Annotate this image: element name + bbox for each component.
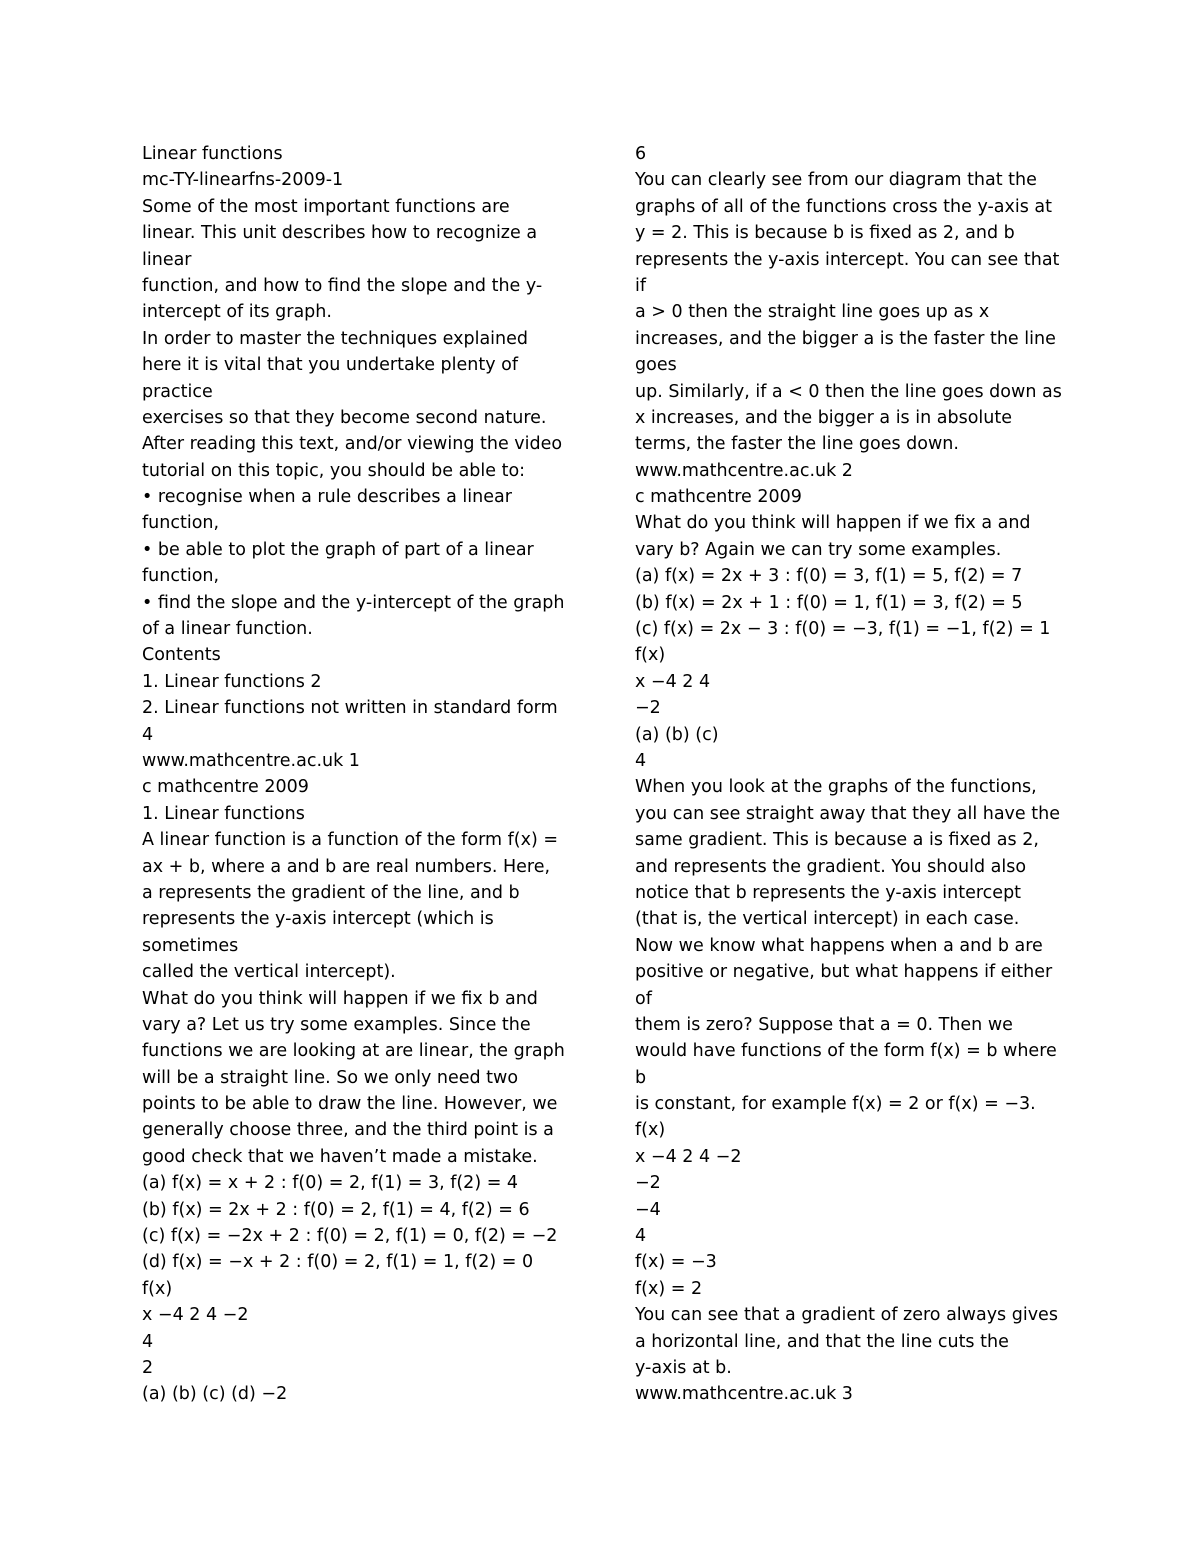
text-line: In order to master the techniques explained [142, 328, 529, 349]
text-line: linear [142, 249, 192, 270]
text-line: goes [635, 355, 677, 376]
text-line: vary a? Let us try some examples. Since the [142, 1014, 531, 1035]
text-line: What do you think will happen if we fix a and [635, 513, 1031, 534]
text-line: function, and how to find the slope and the y- [142, 275, 543, 296]
text-line: www.mathcentre.ac.uk 1 [142, 750, 360, 771]
text-line: will be a straight line. So we only need two [142, 1067, 519, 1088]
text-line: Now we know what happens when a and b are [635, 935, 1043, 956]
text-line: points to be able to draw the line. However, we [142, 1094, 558, 1115]
text-line: ax + b, where a and b are real numbers. Here, [142, 856, 551, 877]
text-line: 4 [142, 724, 154, 745]
text-line: function, [142, 513, 220, 534]
text-line: (b) f(x) = 2x + 1 : f(0) = 1, f(1) = 3, f(2) = 5 [635, 592, 1023, 613]
text-line: • recognise when a rule describes a linear [142, 487, 512, 508]
text-line: y = 2. This is because b is fixed as 2, and b [635, 223, 1015, 244]
text-line: vary b? Again we can try some examples. [635, 539, 1002, 560]
text-line: You can clearly see from our diagram that the [635, 170, 1037, 191]
text-line: (c) f(x) = 2x − 3 : f(0) = −3, f(1) = −1, f(2) = 1 [635, 619, 1051, 640]
text-line: increases, and the bigger a is the faster the line [635, 328, 1056, 349]
text-line: (c) f(x) = −2x + 2 : f(0) = 2, f(1) = 0, f(2) = −2 [142, 1226, 558, 1247]
text-line: 2. Linear functions not written in standard form [142, 698, 558, 719]
text-line: (b) f(x) = 2x + 2 : f(0) = 2, f(1) = 4, f(2) = 6 [142, 1199, 530, 1220]
text-line: When you look at the graphs of the functions, [635, 777, 1037, 798]
text-line: a horizontal line, and that the line cuts the [635, 1331, 1009, 1352]
text-line: tutorial on this topic, you should be able to: [142, 460, 526, 481]
text-line: f(x) [635, 1120, 666, 1141]
text-line: What do you think will happen if we fix b and [142, 988, 538, 1009]
text-line: positive or negative, but what happens if either [635, 962, 1053, 983]
text-line: represents the y-axis intercept. You can see that [635, 249, 1060, 270]
text-line: Linear functions [142, 144, 283, 164]
text-line: exercises so that they become second nature. [142, 407, 547, 428]
text-line: linear. This unit describes how to recognize a [142, 223, 538, 244]
text-line: (a) (b) (c) [635, 724, 719, 745]
text-line: functions we are looking at are linear, the graph [142, 1041, 565, 1062]
text-line: a > 0 then the straight line goes up as x [635, 302, 990, 323]
text-line: You can see that a gradient of zero always gives [635, 1305, 1058, 1326]
text-line: same gradient. This is because a is fixed as 2, [635, 830, 1039, 851]
text-line: called the vertical intercept). [142, 962, 396, 983]
text-line: (d) f(x) = −x + 2 : f(0) = 2, f(1) = 1, f(2) = 0 [142, 1252, 534, 1273]
text-line: and represents the gradient. You should also [635, 856, 1027, 877]
text-line: up. Similarly, if a < 0 then the line goes down as [635, 381, 1062, 402]
text-line: if [635, 275, 647, 296]
text-line: x −4 2 4 −2 [635, 1146, 742, 1167]
text-line: 6 [635, 144, 647, 164]
text-line: graphs of all of the functions cross the y-axis at [635, 196, 1053, 217]
text-line: • be able to plot the graph of part of a linear [142, 539, 534, 560]
text-line: mc-TY-linearfns-2009-1 [142, 170, 344, 191]
text-line: −2 [635, 1173, 661, 1194]
text-line: −4 [635, 1199, 661, 1220]
text-line: a represents the gradient of the line, and b [142, 882, 520, 903]
text-line: f(x) [142, 1278, 173, 1299]
text-line: www.mathcentre.ac.uk 3 [635, 1384, 853, 1405]
left-text-column [142, 141, 582, 1408]
text-line: of [635, 988, 652, 1009]
text-line: c mathcentre 2009 [142, 777, 309, 798]
text-line: function, [142, 566, 220, 587]
text-line: 2 [142, 1357, 154, 1378]
text-line: good check that we haven’t made a mistake. [142, 1146, 538, 1167]
text-line: sometimes [142, 935, 239, 956]
right-text-column [635, 141, 1075, 1408]
text-line: them is zero? Suppose that a = 0. Then we [635, 1014, 1013, 1035]
text-line: 4 [635, 1226, 647, 1247]
text-line: Contents [142, 645, 221, 666]
text-line: (a) f(x) = 2x + 3 : f(0) = 3, f(1) = 5, f(2) = 7 [635, 566, 1023, 587]
text-line: here it is vital that you undertake plenty of [142, 355, 519, 376]
text-line: would have functions of the form f(x) = b where [635, 1041, 1057, 1062]
text-line: 4 [635, 750, 647, 771]
text-line: x −4 2 4 [635, 671, 711, 692]
text-line: c mathcentre 2009 [635, 487, 802, 508]
text-line: −2 [635, 698, 661, 719]
text-line: (a) f(x) = x + 2 : f(0) = 2, f(1) = 3, f(2) = 4 [142, 1173, 519, 1194]
text-line: A linear function is a function of the form f(x) = [142, 830, 559, 851]
text-line: 4 [142, 1331, 154, 1352]
text-line: (a) (b) (c) (d) −2 [142, 1384, 288, 1405]
text-line: f(x) = 2 [635, 1278, 703, 1299]
text-line: f(x) = −3 [635, 1252, 717, 1273]
text-line: 1. Linear functions [142, 803, 305, 824]
text-line: intercept of its graph. [142, 302, 332, 323]
text-line: b [635, 1067, 647, 1088]
text-line: • find the slope and the y-intercept of the graph [142, 592, 565, 613]
text-line: generally choose three, and the third point is a [142, 1120, 554, 1141]
text-line: f(x) [635, 645, 666, 666]
text-line: of a linear function. [142, 619, 313, 640]
text-line: terms, the faster the line goes down. [635, 434, 959, 455]
text-line: x −4 2 4 −2 [142, 1305, 249, 1326]
text-line: Some of the most important functions are [142, 196, 510, 217]
text-line: After reading this text, and/or viewing the video [142, 434, 563, 455]
text-line: y-axis at b. [635, 1357, 732, 1378]
text-line: (that is, the vertical intercept) in each case. [635, 909, 1020, 930]
text-line: you can see straight away that they all have the [635, 803, 1060, 824]
text-line: www.mathcentre.ac.uk 2 [635, 460, 853, 481]
text-line: notice that b represents the y-axis intercept [635, 882, 1022, 903]
text-line: is constant, for example f(x) = 2 or f(x) = −3. [635, 1094, 1036, 1115]
text-line: represents the y-axis intercept (which is [142, 909, 494, 930]
text-line: practice [142, 381, 213, 402]
text-line: 1. Linear functions 2 [142, 671, 322, 692]
text-line: x increases, and the bigger a is in absolute [635, 407, 1012, 428]
